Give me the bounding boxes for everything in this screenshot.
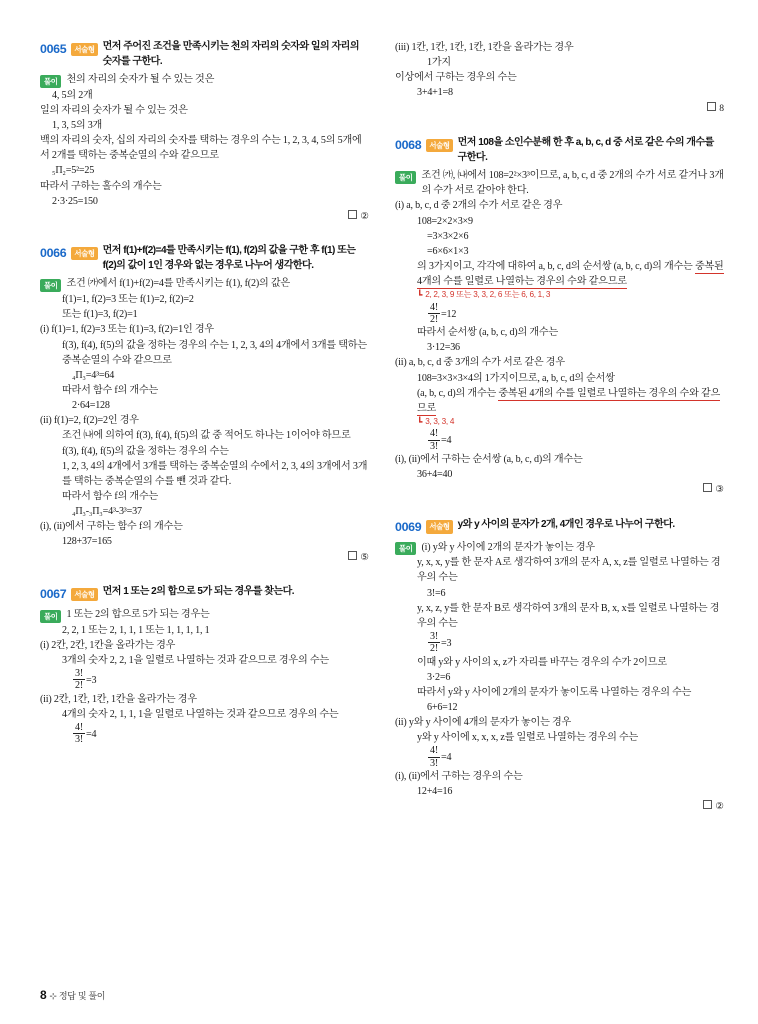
note-text: 2, 2, 3, 9 또는 3, 3, 2, 6 또는 6, 6, 1, 3 — [425, 290, 551, 300]
solution-header — [40, 607, 369, 623]
solution-line: 따라서 순서쌍 (a, b, c, d)의 개수는 — [417, 327, 558, 339]
right-column — [395, 40, 724, 970]
solution-line: 1 또는 2의 합으로 5가 되는 경우는 — [66, 609, 210, 621]
problem-tag: 서술형 — [426, 520, 452, 533]
problem-0067-continued — [395, 40, 724, 116]
solution-line: 백의 자리의 숫자, 십의 자리의 숫자를 택하는 경우의 수는 1, 2, 3, 4, 5의 5개에서 2개를 택하는 중복순열의 수와 같으므로 — [40, 135, 362, 162]
solution-badge: 풀이 — [40, 610, 61, 623]
problem-strategy-text: 먼저 1 또는 2의 합으로 5가 되는 경우를 찾는다. — [102, 586, 295, 598]
fraction-numerator: 4! — [430, 428, 439, 440]
left-column — [40, 40, 369, 970]
fraction-line — [427, 631, 724, 655]
solution-badge: 풀이 — [395, 171, 416, 184]
answer-value: ③ — [715, 484, 724, 496]
solution-line: (i), (ii)에서 구하는 함수 f의 개수는 — [40, 521, 183, 533]
solution-line: f(3), f(4), f(5)의 값을 정하는 경우의 수는 1, 2, 3, 4의 4개에서 3개를 택하는 중복순열의 수와 같으므로 — [62, 339, 367, 366]
highlighted-phrase: 중복된 4개의 수를 일렬로 나열하는 경우의 수와 같으므로 — [417, 260, 724, 288]
fraction — [73, 722, 85, 746]
solution-line: 4개의 숫자 2, 1, 1, 1을 일렬로 나열하는 것과 같으므로 경우의 수는 — [62, 708, 339, 720]
solution-line: 이상에서 구하는 경우의 수는 — [395, 72, 517, 84]
solution-line: 2·64=128 — [72, 400, 110, 412]
fraction-line — [72, 722, 369, 746]
fraction-denominator: 3! — [75, 734, 84, 746]
page-number: 8 — [40, 988, 47, 1002]
answer-mark — [395, 800, 724, 815]
problem-number: 0068 — [395, 138, 422, 153]
answer-box-icon — [348, 210, 357, 219]
solution-line: (ii) 2칸, 1칸, 1칸, 1칸을 올라가는 경우 — [40, 693, 197, 705]
solution-line: 따라서 구하는 홀수의 개수는 — [40, 180, 162, 192]
answer-mark — [395, 102, 724, 117]
solution-line: 따라서 함수 f의 개수는 — [62, 385, 159, 397]
answer-box-icon — [348, 551, 357, 560]
solution-badge: 풀이 — [40, 279, 61, 292]
solution-line: 또는 f(1)=3, f(2)=1 — [62, 309, 138, 321]
solution-line: y와 y 사이에 x, x, x, z를 일렬로 나열하는 경우의 수는 — [417, 732, 639, 744]
solution-line: 3·2=6 — [427, 671, 451, 683]
solution-line: 천의 자리의 숫자가 될 수 있는 것은 — [66, 74, 215, 85]
solution-line: (i) 2칸, 2칸, 1칸을 올라가는 경우 — [40, 639, 176, 651]
fraction-line — [427, 302, 724, 326]
solution-line: (ii) a, b, c, d 중 3개의 수가 서로 같은 경우 — [395, 357, 565, 369]
solution-line: 128+37=165 — [62, 536, 112, 548]
note-dash-icon: ┗ — [417, 417, 423, 427]
solution-line: 1가지 — [427, 57, 451, 69]
solution-header — [395, 168, 724, 198]
fraction-line — [427, 745, 724, 769]
fraction — [73, 668, 85, 692]
solution-line: 따라서 y와 y 사이에 2개의 문자가 놓이도록 나열하는 경우의 수는 — [417, 686, 692, 698]
problem-strategy-text: y와 y 사이의 문자가 2개, 4개인 경우로 나누어 구한다. — [457, 518, 675, 530]
fraction-result: =4 — [86, 728, 97, 740]
solution-line: (ii) y와 y 사이에 4개의 문자가 놓이는 경우 — [395, 717, 572, 729]
solution-line: 4, 5의 2개 — [52, 89, 93, 101]
solution-badge: 풀이 — [40, 75, 61, 88]
solution-text: 의 3가지이고, 각각에 대하여 a, b, c, d의 순서쌍 (a, b, c, d)의 개수는 — [417, 260, 695, 272]
problem-tag: 서술형 — [71, 43, 97, 56]
fraction-result: =12 — [441, 308, 457, 320]
problem-0065 — [40, 40, 369, 224]
solution-header — [395, 540, 724, 556]
solution-header — [40, 276, 369, 292]
solution-line: 이때 y와 y 사이의 x, z가 자리를 바꾸는 경우의 수가 2이므로 — [417, 656, 667, 668]
fraction — [428, 745, 440, 769]
solution-line: (ii) f(1)=2, f(2)=2인 경우 — [40, 415, 139, 427]
problem-0068 — [395, 136, 724, 498]
solution-line: (i), (ii)에서 구하는 경우의 수는 — [395, 771, 523, 783]
two-column-layout — [40, 40, 724, 970]
answer-value: ② — [715, 801, 724, 813]
solution-line: 108=2×2×3×9 — [417, 215, 473, 227]
solution-line: 3·12=36 — [427, 342, 460, 354]
problem-0067 — [40, 585, 369, 745]
solution-line: (i) y와 y 사이에 2개의 문자가 놓이는 경우 — [421, 541, 595, 553]
problem-header — [395, 518, 724, 537]
fraction-numerator: 3! — [75, 668, 84, 680]
problem-strategy-text: 먼저 108을 소인수분해 한 후 a, b, c, d 중 서로 같은 수의 개수를 구한다. — [457, 137, 714, 163]
margin-note — [417, 289, 724, 301]
page-footer — [40, 988, 105, 1002]
fraction — [428, 302, 440, 326]
margin-note — [417, 416, 724, 428]
solution-line: 3+4+1=8 — [417, 87, 453, 99]
problem-number: 0069 — [395, 519, 422, 534]
problem-tag: 서술형 — [426, 139, 452, 152]
solution-line: (i), (ii)에서 구하는 순서쌍 (a, b, c, d)의 개수는 — [395, 453, 583, 465]
solution-line: 3!=6 — [427, 587, 446, 599]
answer-mark — [40, 551, 369, 566]
problem-number: 0067 — [40, 587, 67, 602]
solution-line: (i) f(1)=1, f(2)=3 또는 f(1)=3, f(2)=1인 경우 — [40, 324, 214, 336]
solution-line: =6×6×1×3 — [427, 245, 469, 257]
solution-line: 2·3·25=150 — [52, 195, 98, 207]
solution-line: y, x, x, y를 한 문자 A로 생각하여 3개의 문자 A, x, z를 일렬로 나열하는 경우의 수는 — [417, 557, 721, 584]
fraction-numerator: 4! — [430, 301, 439, 313]
answer-value: 8 — [719, 102, 724, 114]
solution-line: 3개의 숫자 2, 2, 1을 일렬로 나열하는 것과 같으므로 경우의 수는 — [62, 655, 329, 667]
solution-badge: 풀이 — [395, 542, 416, 555]
fraction-result: =3 — [86, 674, 97, 686]
fraction — [428, 631, 440, 655]
footer-label: 정답 및 풀이 — [58, 991, 106, 1001]
fraction-denominator: 3! — [430, 440, 439, 452]
solution-line: 조건 ㈎, ㈏에서 108=2²×3³이므로, a, b, c, d 중 2개의 수가 서로 같거나 3개의 수가 서로 같아야 한다. — [421, 170, 724, 197]
problem-tag: 서술형 — [71, 247, 97, 260]
solution-line: ₅Π₂=5²=25 — [52, 165, 95, 177]
problem-header — [395, 136, 724, 165]
problem-header — [40, 244, 369, 273]
problem-number: 0066 — [40, 246, 67, 261]
fraction-result: =3 — [441, 637, 452, 649]
problem-header — [40, 40, 369, 69]
fraction-denominator: 2! — [75, 680, 84, 692]
solution-line: 12+4=16 — [417, 786, 453, 798]
fraction-result: =4 — [441, 752, 452, 764]
solution-line: 조건 ㈏에 의하여 f(3), f(4), f(5)의 값 중 적어도 하나는 1이어야 하므로 f(3), f(4), f(5)의 값을 정하는 경우의 수는 — [62, 430, 351, 457]
answer-box-icon — [707, 102, 716, 111]
answer-box-icon — [703, 483, 712, 492]
solution-line: 1, 2, 3, 4의 4개에서 3개를 택하는 중복순열의 수에서 2, 3, 4의 3개에서 3개를 택하는 중복순열의 수를 뺀 것과 같다. — [62, 460, 368, 487]
solution-line: 108=3×3×3×4의 1가지이므로, a, b, c, d의 순서쌍 — [417, 372, 615, 384]
highlighted-phrase: 중복된 4개의 수를 일렬로 나열하는 경우의 수와 같으므로 — [417, 387, 721, 414]
fraction-numerator: 4! — [75, 722, 84, 734]
solution-line: (iii) 1칸, 1칸, 1칸, 1칸, 1칸을 올라가는 경우 — [395, 42, 574, 53]
solution-line: =3×3×2×6 — [427, 230, 469, 242]
solution-line: 일의 자리의 숫자가 될 수 있는 것은 — [40, 104, 188, 116]
solution-line: 6+6=12 — [427, 702, 458, 714]
fraction — [428, 428, 440, 452]
note-text: 3, 3, 3, 4 — [425, 417, 455, 426]
problem-strategy-text: 먼저 f(1)+f(2)=4를 만족시키는 f(1), f(2)의 값을 구한 후 f(1) 또는 f(2)의 값이 1인 경우와 없는 경우로 나누어 생각한다. — [102, 245, 356, 271]
problem-tag: 서술형 — [71, 588, 97, 601]
solution-line: ₄Π₃=4³=64 — [72, 369, 115, 381]
fraction-numerator: 4! — [430, 745, 439, 757]
solution-header — [40, 72, 369, 88]
solution-line — [417, 386, 724, 416]
problem-0069 — [395, 518, 724, 815]
problem-strategy-text: 먼저 주어진 조건을 만족시키는 천의 자리의 숫자와 일의 자리의 숫자를 구한다. — [102, 41, 359, 67]
answer-mark — [40, 210, 369, 225]
solution-line: 2, 2, 1 또는 2, 1, 1, 1 또는 1, 1, 1, 1, 1 — [62, 624, 210, 636]
solution-line — [417, 259, 724, 289]
solution-line: y, x, z, y를 한 문자 B로 생각하여 3개의 문자 B, x, x를 일렬로 나열하는 경우의 수는 — [417, 602, 720, 629]
problem-0066 — [40, 244, 369, 565]
note-dash-icon: ┗ — [417, 290, 423, 301]
solution-line: 36+4=40 — [417, 469, 453, 481]
solution-text: (a, b, c, d)의 개수는 — [417, 387, 499, 399]
fraction-result: =4 — [441, 435, 452, 447]
problem-number: 0065 — [40, 42, 67, 56]
problem-header — [40, 585, 369, 604]
answer-value: ⑤ — [360, 551, 369, 563]
solution-line: 조건 ㈎에서 f(1)+f(2)=4를 만족시키는 f(1), f(2)의 값은 — [66, 278, 290, 290]
solution-line: 1, 3, 5의 3개 — [52, 120, 103, 132]
fraction-denominator: 2! — [430, 643, 439, 655]
answer-box-icon — [703, 800, 712, 809]
solution-line: (i) a, b, c, d 중 2개의 수가 서로 같은 경우 — [395, 200, 563, 212]
answer-mark — [395, 483, 724, 498]
fraction-line — [72, 668, 369, 692]
footer-separator-icon: ⊹ — [49, 991, 57, 1001]
solution-line: f(1)=1, f(2)=3 또는 f(1)=2, f(2)=2 — [62, 294, 194, 306]
solution-line: 따라서 함수 f의 개수는 — [62, 491, 159, 503]
fraction-numerator: 3! — [430, 631, 439, 643]
fraction-denominator: 2! — [430, 313, 439, 325]
solution-line: ₄Π₃-₃Π₃=4³-3³=37 — [72, 506, 142, 518]
fraction-line — [427, 428, 724, 452]
answer-value: ② — [360, 210, 369, 222]
fraction-denominator: 3! — [430, 757, 439, 769]
